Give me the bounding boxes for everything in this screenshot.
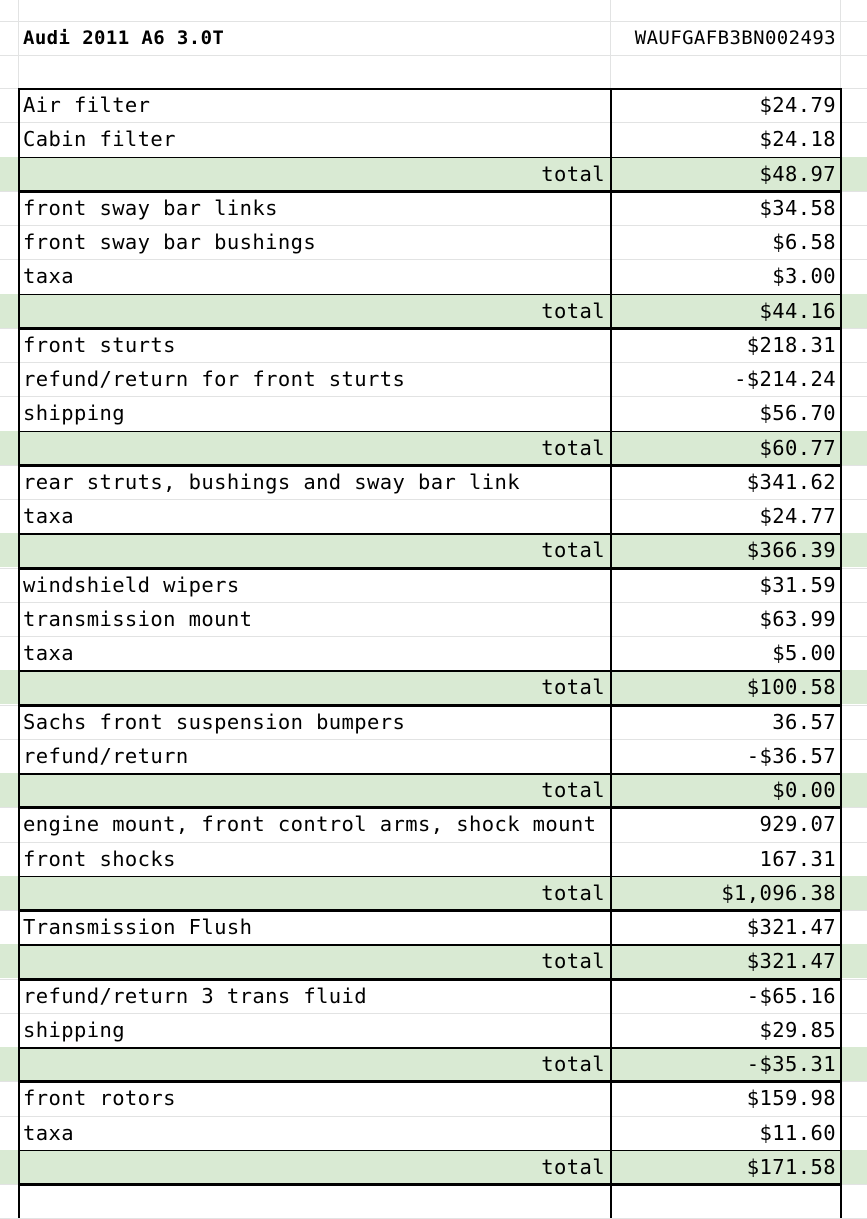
item-amount[interactable]: $24.77	[759, 504, 836, 528]
total-label[interactable]: total	[541, 949, 605, 974]
total-label[interactable]: total	[541, 538, 605, 563]
table-row	[0, 568, 867, 602]
group-bottom-border	[18, 327, 842, 330]
item-label[interactable]: taxa	[23, 504, 74, 528]
item-amount[interactable]: -$214.24	[734, 367, 836, 391]
total-amount[interactable]: $366.39	[746, 538, 836, 563]
item-label[interactable]: engine mount, front control arms, shock mount	[23, 812, 597, 837]
item-label[interactable]: Sachs front suspension bumpers	[23, 709, 406, 734]
item-label[interactable]: windshield wipers	[23, 572, 240, 597]
item-label[interactable]: front sway bar bushings	[23, 230, 317, 254]
group-bottom-border	[18, 1183, 842, 1186]
item-label[interactable]: front rotors	[23, 1086, 176, 1111]
table-row	[0, 807, 867, 841]
item-amount[interactable]: -$65.16	[746, 983, 836, 1008]
group-bottom-border	[18, 909, 842, 912]
total-top-border	[18, 431, 842, 433]
vin-cell[interactable]: WAUFGAFB3BN002493	[634, 27, 836, 49]
table-row	[0, 465, 867, 499]
total-amount[interactable]: $171.58	[746, 1154, 836, 1179]
item-label[interactable]: taxa	[23, 264, 74, 289]
table-row	[0, 122, 867, 156]
group-bottom-border	[18, 978, 842, 981]
table-row	[0, 499, 867, 533]
item-amount[interactable]: $5.00	[772, 641, 836, 665]
table-left-border	[18, 88, 20, 1218]
item-amount[interactable]: 36.57	[772, 709, 836, 734]
item-label[interactable]: Cabin filter	[23, 127, 176, 152]
item-amount[interactable]: $24.18	[759, 127, 836, 152]
item-amount[interactable]: $56.70	[759, 401, 836, 426]
table-row	[0, 259, 867, 293]
item-label[interactable]: taxa	[23, 1120, 74, 1145]
item-amount[interactable]: $31.59	[759, 572, 836, 597]
table-row	[0, 979, 867, 1013]
table-row	[0, 396, 867, 430]
table-row	[0, 602, 867, 636]
total-label[interactable]: total	[541, 298, 605, 323]
item-label[interactable]: front sway bar links	[23, 195, 278, 220]
group-bottom-border	[18, 806, 842, 809]
item-label[interactable]: shipping	[23, 401, 125, 426]
item-amount[interactable]: $63.99	[759, 606, 836, 631]
gridline-h	[0, 55, 867, 56]
total-top-border	[18, 773, 842, 775]
total-row	[0, 944, 867, 978]
table-top-border	[18, 88, 840, 90]
group-bottom-border	[18, 567, 842, 570]
item-amount[interactable]: -$36.57	[746, 743, 836, 768]
table-row	[0, 636, 867, 670]
group-bottom-border	[18, 464, 842, 467]
group-bottom-border	[18, 704, 842, 707]
item-amount[interactable]: $6.58	[772, 230, 836, 254]
item-amount[interactable]: $218.31	[746, 332, 836, 357]
total-label[interactable]: total	[541, 435, 605, 460]
item-label[interactable]: transmission mount	[23, 606, 253, 631]
total-row	[0, 876, 867, 910]
item-amount[interactable]: $321.47	[746, 915, 836, 939]
total-top-border	[18, 1150, 842, 1152]
table-row	[0, 842, 867, 876]
total-amount[interactable]: $44.16	[759, 298, 836, 323]
item-amount[interactable]: $29.85	[759, 1017, 836, 1042]
total-row	[0, 773, 867, 807]
item-amount[interactable]: $341.62	[746, 469, 836, 494]
total-label[interactable]: total	[541, 880, 605, 905]
item-amount[interactable]: $34.58	[759, 195, 836, 220]
item-amount[interactable]: 167.31	[759, 846, 836, 871]
total-amount[interactable]: $1,096.38	[721, 880, 836, 905]
total-row	[0, 670, 867, 704]
item-label[interactable]: refund/return	[23, 743, 189, 768]
item-amount[interactable]: $3.00	[772, 264, 836, 289]
total-label[interactable]: total	[541, 1154, 605, 1179]
total-row	[0, 157, 867, 191]
table-row	[0, 705, 867, 739]
item-amount[interactable]: $11.60	[759, 1120, 836, 1145]
total-top-border	[18, 157, 842, 159]
group-bottom-border	[18, 190, 842, 193]
total-row	[0, 1150, 867, 1184]
item-label[interactable]: rear struts, bushings and sway bar link	[23, 469, 520, 494]
item-label[interactable]: refund/return for front sturts	[23, 367, 406, 391]
total-label[interactable]: total	[541, 1052, 605, 1076]
total-top-border	[18, 670, 842, 672]
item-label[interactable]: Transmission Flush	[23, 915, 253, 939]
table-row	[0, 328, 867, 362]
total-row	[0, 1047, 867, 1081]
item-label[interactable]: front sturts	[23, 332, 176, 357]
total-amount[interactable]: $321.47	[746, 949, 836, 974]
table-row	[0, 1081, 867, 1115]
total-label[interactable]: total	[541, 161, 605, 186]
table-row	[0, 362, 867, 396]
table-row	[0, 225, 867, 259]
total-top-border	[18, 533, 842, 535]
table-middle-border	[610, 88, 612, 1218]
total-label[interactable]: total	[541, 778, 605, 802]
table-row	[0, 191, 867, 225]
total-top-border	[18, 1047, 842, 1049]
total-row	[0, 294, 867, 328]
item-amount[interactable]: $24.79	[759, 93, 836, 117]
header-row	[0, 21, 867, 55]
total-top-border	[18, 944, 842, 946]
total-amount[interactable]: -$35.31	[746, 1052, 836, 1076]
item-label[interactable]: Air filter	[23, 93, 151, 117]
total-amount[interactable]: $60.77	[759, 435, 836, 460]
item-amount[interactable]: 929.07	[759, 812, 836, 837]
total-row	[0, 533, 867, 567]
table-row	[0, 1013, 867, 1047]
table-right-border	[840, 88, 842, 1218]
item-label[interactable]: refund/return 3 trans fluid	[23, 983, 368, 1008]
item-label[interactable]: front shocks	[23, 846, 176, 871]
total-label[interactable]: total	[541, 675, 605, 700]
total-row	[0, 431, 867, 465]
vehicle-title[interactable]: Audi 2011 A6 3.0T	[23, 27, 225, 49]
table-row	[0, 910, 867, 944]
table-row	[0, 1116, 867, 1150]
table-row	[0, 739, 867, 773]
table-row	[0, 88, 867, 122]
item-label[interactable]: shipping	[23, 1017, 125, 1042]
total-top-border	[18, 294, 842, 296]
total-amount[interactable]: $0.00	[772, 778, 836, 802]
item-label[interactable]: taxa	[23, 641, 74, 665]
total-top-border	[18, 876, 842, 878]
total-amount[interactable]: $100.58	[746, 675, 836, 700]
group-bottom-border	[18, 1080, 842, 1083]
total-amount[interactable]: $48.97	[759, 161, 836, 186]
item-amount[interactable]: $159.98	[746, 1086, 836, 1111]
